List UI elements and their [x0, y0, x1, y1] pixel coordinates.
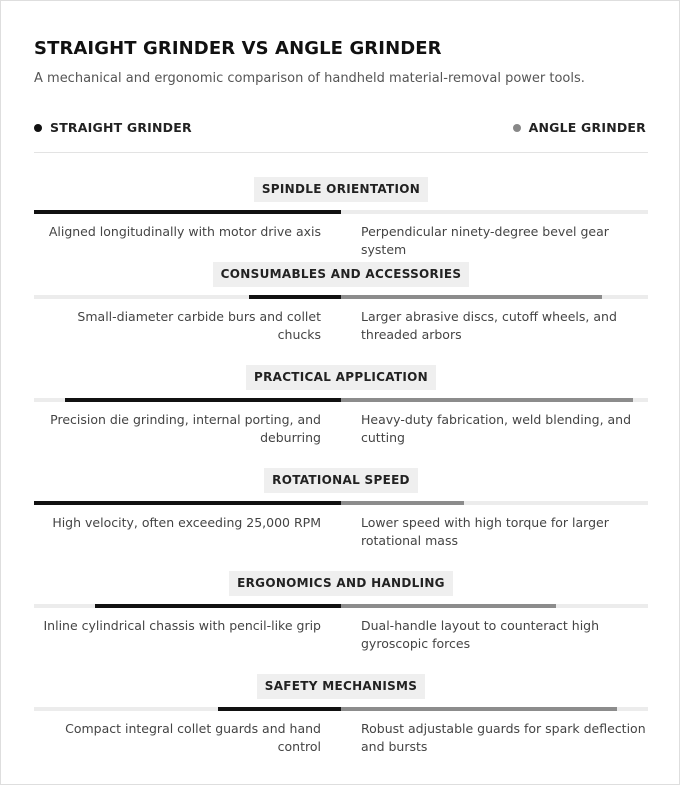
angle-grinder-bar	[341, 707, 617, 711]
legend-angle-grinder	[513, 120, 646, 135]
comparison-track	[34, 501, 648, 505]
straight-grinder-bar	[95, 604, 341, 608]
angle-grinder-bar	[341, 501, 464, 505]
row-label: SPINDLE ORIENTATION	[254, 177, 428, 202]
straight-grinder-description: Inline cylindrical chassis with pencil-like grip	[43, 618, 321, 633]
straight-grinder-bar	[34, 501, 341, 505]
straight-grinder-description: Aligned longitudinally with motor drive axis	[48, 224, 321, 239]
comparison-row	[34, 365, 648, 455]
straight-grinder-description: Small-diameter carbide burs and collet chucks	[77, 309, 321, 342]
comparison-row	[34, 674, 648, 764]
legend-dot-straight-icon	[34, 124, 42, 132]
angle-grinder-description: Perpendicular ninety-degree bevel gear system	[361, 224, 609, 257]
legend-label-angle: ANGLE GRINDER	[528, 120, 646, 135]
straight-grinder-bar	[34, 210, 341, 214]
angle-grinder-description: Lower speed with high torque for larger rotational mass	[361, 515, 609, 548]
straight-grinder-description: Compact integral collet guards and hand control	[65, 721, 321, 754]
straight-grinder-bar	[65, 398, 341, 402]
header-divider	[34, 152, 648, 153]
comparison-row	[34, 262, 648, 352]
straight-grinder-bar	[218, 707, 341, 711]
comparison-track	[34, 295, 648, 299]
angle-grinder-bar	[341, 295, 602, 299]
legend-dot-angle-icon	[513, 124, 521, 132]
angle-grinder-description: Heavy-duty fabrication, weld blending, and cutting	[361, 412, 632, 445]
straight-grinder-description: Precision die grinding, internal porting, and deburring	[50, 412, 321, 445]
comparison-row	[34, 177, 648, 267]
straight-grinder-description: High velocity, often exceeding 25,000 RPM	[52, 515, 321, 530]
angle-grinder-bar	[341, 604, 556, 608]
comparison-track	[34, 604, 648, 608]
angle-grinder-description: Robust adjustable guards for spark deflection and bursts	[361, 721, 646, 754]
angle-grinder-description: Dual-handle layout to counteract high gyroscopic forces	[361, 618, 600, 651]
comparison-track	[34, 398, 648, 402]
row-label: ERGONOMICS AND HANDLING	[229, 571, 453, 596]
straight-grinder-bar	[249, 295, 341, 299]
page-subtitle: A mechanical and ergonomic comparison of handheld material-removal power tools.	[34, 71, 585, 86]
angle-grinder-bar	[341, 398, 633, 402]
comparison-track	[34, 707, 648, 711]
comparison-track	[34, 210, 648, 214]
comparison-row	[34, 468, 648, 558]
legend-label-straight: STRAIGHT GRINDER	[50, 120, 192, 135]
legend-straight-grinder	[34, 120, 192, 135]
row-label: SAFETY MECHANISMS	[257, 674, 426, 699]
comparison-row	[34, 571, 648, 661]
page-title: STRAIGHT GRINDER VS ANGLE GRINDER	[34, 38, 442, 59]
row-label: PRACTICAL APPLICATION	[246, 365, 436, 390]
angle-grinder-description: Larger abrasive discs, cutoff wheels, and threaded arbors	[361, 309, 617, 342]
row-label: ROTATIONAL SPEED	[264, 468, 418, 493]
row-label: CONSUMABLES AND ACCESSORIES	[213, 262, 470, 287]
